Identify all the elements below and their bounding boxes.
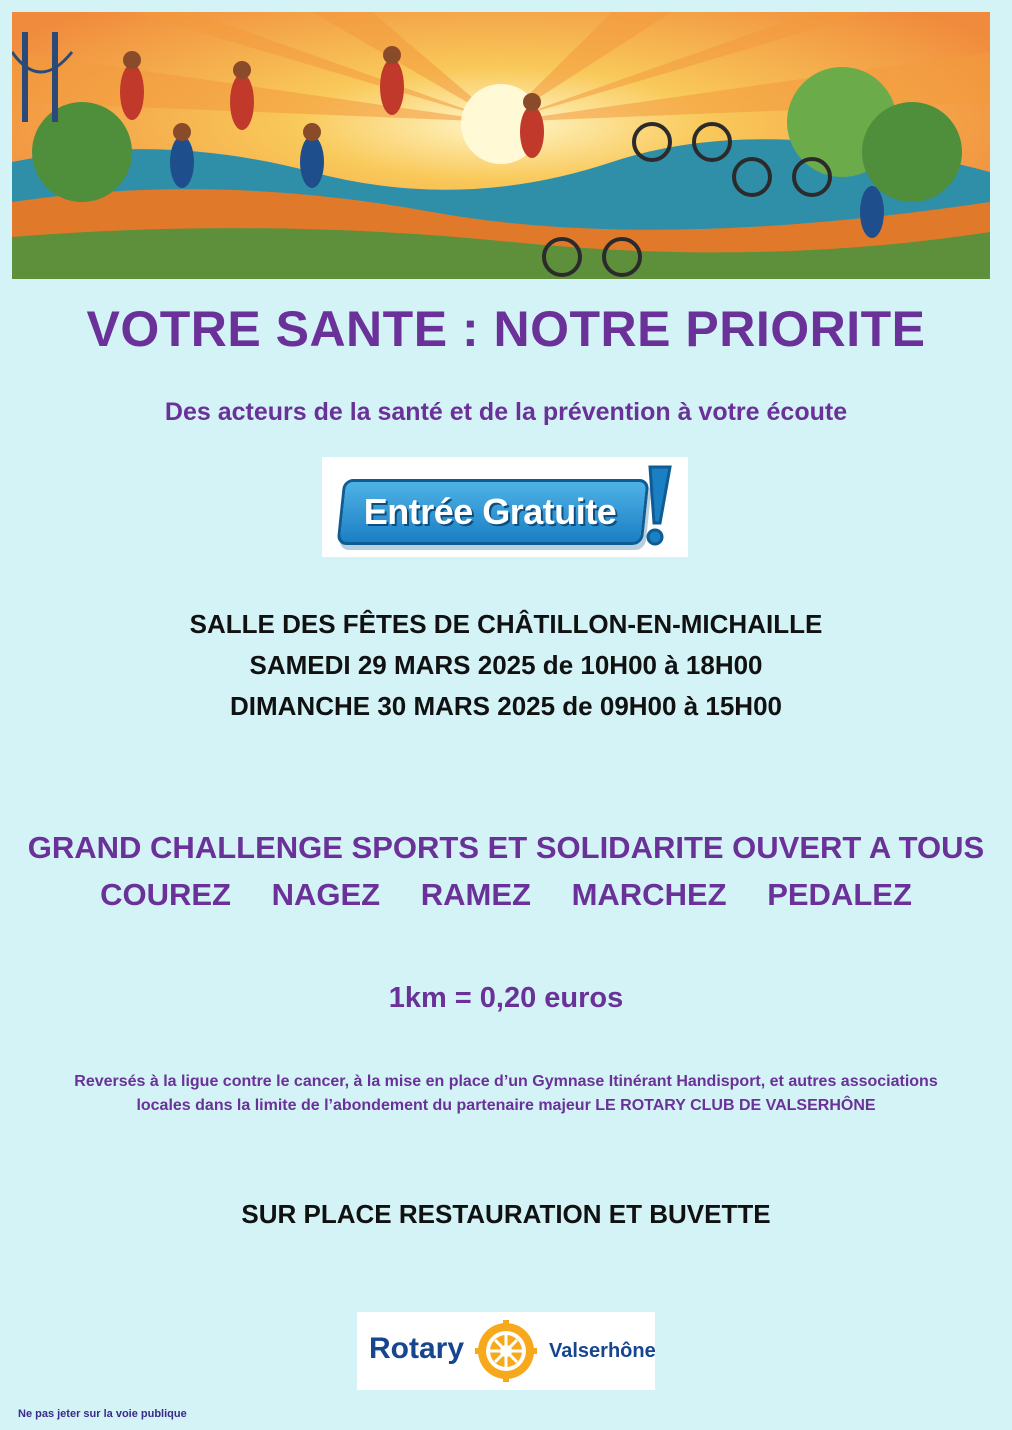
activities-list [0, 877, 1012, 913]
donation-note [0, 1070, 1012, 1118]
rotary-logo [357, 1312, 655, 1390]
catering-info: SUR PLACE RESTAURATION ET BUVETTE [241, 1199, 771, 1229]
activity-row: RAMEZ [420, 877, 531, 912]
activity-cycle: PEDALEZ [767, 877, 912, 912]
activity-run: COUREZ [100, 877, 231, 912]
exclamation-icon [640, 461, 676, 551]
rotary-brand: Rotary [369, 1332, 465, 1365]
page-subtitle: Des acteurs de la santé et de la prévention à votre écoute [164, 398, 848, 426]
price-per-km: 1km = 0,20 euros [388, 982, 624, 1014]
footer-note: Ne pas jeter sur la voie publique [18, 1408, 187, 1420]
page-title: VOTRE SANTE : NOTRE PRIORITE [86, 301, 926, 357]
challenge-headline: GRAND CHALLENGE SPORTS ET SOLIDARITE OUVERT A TOUS [27, 830, 985, 865]
activity-walk: MARCHEZ [571, 877, 727, 912]
venue-name: SALLE DES FÊTES DE CHÂTILLON-EN-MICHAILLE [189, 609, 823, 639]
sports-banner [12, 12, 990, 279]
donation-note-line1: Reversés à la ligue contre le cancer, à la mise en place d’un Gymnase Itinérant Handisport, et autres associations [74, 1073, 938, 1090]
activity-swim: NAGEZ [271, 877, 381, 912]
donation-note-line2: locales dans la limite de l’abondement du partenaire majeur LE ROTARY CLUB DE VALSERHÔNE [136, 1097, 876, 1114]
badge-label: Entrée Gratuite [363, 491, 617, 532]
sports-illustration-icon [12, 12, 990, 279]
date-day2: DIMANCHE 30 MARS 2025 de 09H00 à 15H00 [229, 691, 783, 721]
rotary-wheel-icon [475, 1320, 537, 1382]
rotary-city: Valserhône [549, 1340, 656, 1362]
free-entry-badge [322, 457, 688, 557]
date-day1: SAMEDI 29 MARS 2025 de 10H00 à 18H00 [249, 650, 763, 680]
